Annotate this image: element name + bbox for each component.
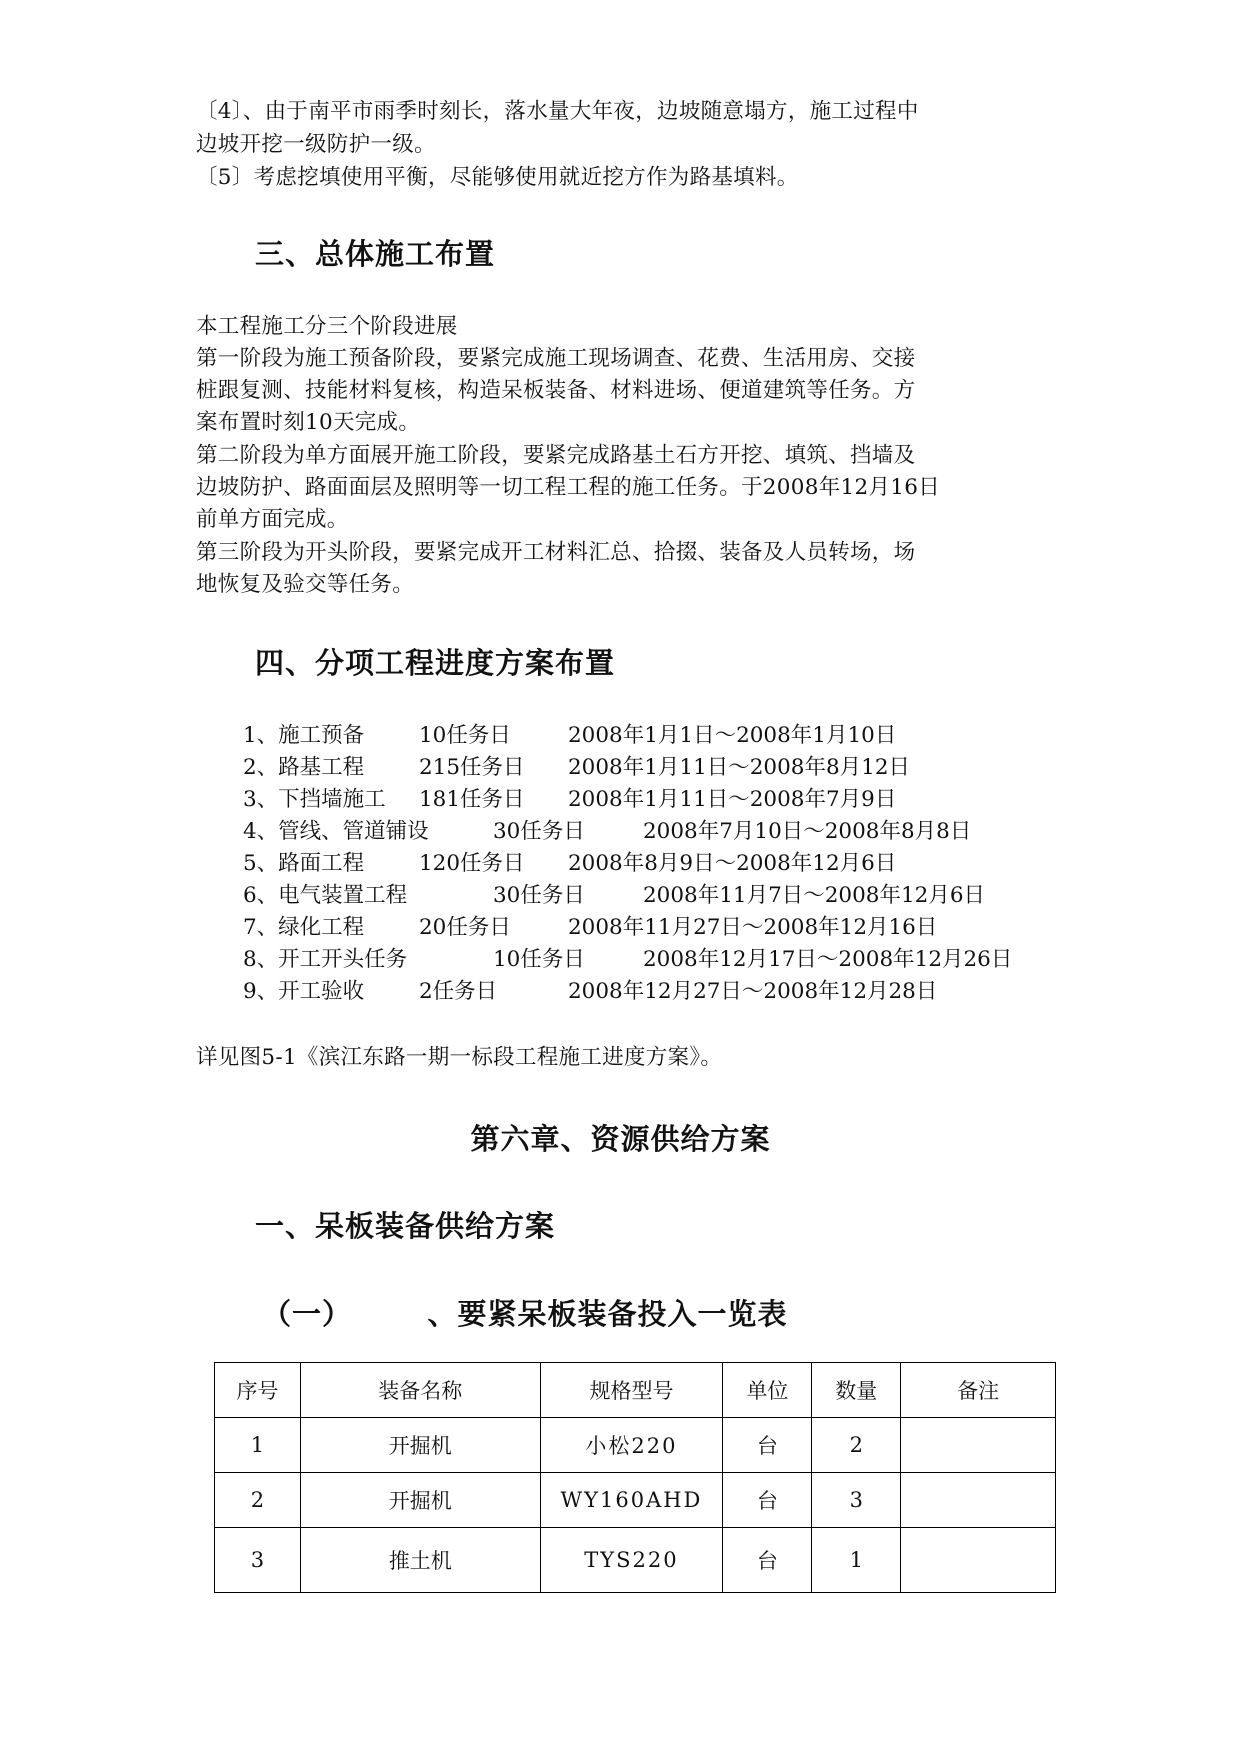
table-cell: 2 xyxy=(812,1418,901,1473)
table-row xyxy=(215,1418,1056,1473)
header-cell: 备注 xyxy=(901,1363,1056,1418)
paragraph-line: 桩跟复测、技能材料复核，构造呆板装备、材料进场、便道建筑等任务。方 xyxy=(196,378,916,403)
schedule-item-name: 4、管线、管道铺设 xyxy=(243,819,429,844)
table-cell: 2 xyxy=(215,1473,301,1528)
schedule-item-name: 6、电气装置工程 xyxy=(243,883,408,908)
paragraph-line: 第三阶段为开头阶段，要紧完成开工材料汇总、拾掇、装备及人员转场，场 xyxy=(196,540,916,565)
schedule-item-duration: 20任务日 xyxy=(419,915,511,940)
schedule-item-range: 2008年12月17日～2008年12月26日 xyxy=(643,947,1013,972)
table-cell: 开掘机 xyxy=(300,1473,540,1528)
schedule-item-name: 9、开工验收 xyxy=(243,979,365,1004)
table-cell: 台 xyxy=(723,1528,812,1593)
schedule-item-name: 2、路基工程 xyxy=(243,755,365,780)
schedule-item-range: 2008年1月11日～2008年8月12日 xyxy=(568,755,911,780)
schedule-item-duration: 215任务日 xyxy=(419,755,525,780)
equipment-table xyxy=(214,1362,1056,1593)
intro-line: 〔5〕考虑挖填使用平衡，尽能够使用就近挖方作为路基填料。 xyxy=(196,165,799,190)
schedule-item-duration: 10任务日 xyxy=(493,947,585,972)
paragraph-line: 边坡防护、路面面层及照明等一切工程工程的施工任务。于2008年12月16日 xyxy=(196,475,941,500)
schedule-item-name: 3、下挡墙施工 xyxy=(243,787,386,812)
schedule-item-duration: 30任务日 xyxy=(493,883,585,908)
paragraph-line: 地恢复及验交等任务。 xyxy=(196,572,415,597)
paragraph-line: 第一阶段为施工预备阶段，要紧完成施工现场调查、花费、生活用房、交接 xyxy=(196,346,916,371)
table-cell: TYS220 xyxy=(540,1528,723,1593)
paragraph-line: 前单方面完成。 xyxy=(196,507,349,532)
table-cell xyxy=(901,1473,1056,1528)
table-cell: 3 xyxy=(215,1528,301,1593)
table-cell: 推土机 xyxy=(300,1528,540,1593)
chapter-title: 第六章、资源供给方案 xyxy=(470,1122,771,1156)
section-heading-3: 三、总体施工布置 xyxy=(255,237,496,271)
header-cell: 数量 xyxy=(812,1363,901,1418)
table-cell: 开掘机 xyxy=(300,1418,540,1473)
schedule-item-range: 2008年7月10日～2008年8月8日 xyxy=(643,819,972,844)
table-cell: WY160AHD xyxy=(540,1473,723,1528)
table-cell: 1 xyxy=(215,1418,301,1473)
schedule-item-range: 2008年1月11日～2008年7月9日 xyxy=(568,787,897,812)
table-cell: 3 xyxy=(812,1473,901,1528)
table-cell: 1 xyxy=(812,1528,901,1593)
header-cell: 规格型号 xyxy=(540,1363,723,1418)
paragraph-line: 案布置时刻10天完成。 xyxy=(196,410,421,435)
schedule-item-duration: 30任务日 xyxy=(493,819,585,844)
schedule-item-range: 2008年8月9日～2008年12月6日 xyxy=(568,851,897,876)
schedule-item-duration: 120任务日 xyxy=(419,851,525,876)
schedule-item-duration: 181任务日 xyxy=(419,787,525,812)
table-cell xyxy=(901,1528,1056,1593)
table-cell: 小松220 xyxy=(540,1418,723,1473)
schedule-item-name: 8、开工开头任务 xyxy=(243,947,408,972)
header-cell: 单位 xyxy=(723,1363,812,1418)
schedule-item-name: 1、施工预备 xyxy=(243,723,365,748)
schedule-item-duration: 2任务日 xyxy=(419,979,498,1004)
schedule-item-range: 2008年1月1日～2008年1月10日 xyxy=(568,723,897,748)
schedule-item-range: 2008年11月27日～2008年12月16日 xyxy=(568,915,938,940)
schedule-item-duration: 10任务日 xyxy=(419,723,511,748)
section-heading-4: 四、分项工程进度方案布置 xyxy=(255,646,616,680)
schedule-item-range: 2008年11月7日～2008年12月6日 xyxy=(643,883,986,908)
intro-line: 边坡开挖一级防护一级。 xyxy=(196,132,436,157)
paragraph-line: 第二阶段为单方面展开施工阶段，要紧完成路基土石方开挖、填筑、挡墙及 xyxy=(196,443,916,468)
table-row xyxy=(215,1473,1056,1528)
schedule-item-name: 7、绿化工程 xyxy=(243,915,365,940)
section-heading-1: 一、呆板装备供给方案 xyxy=(255,1209,556,1243)
table-row xyxy=(215,1528,1056,1593)
figure-reference: 详见图5-1《滨江东路一期一标段工程施工进度方案》。 xyxy=(196,1045,723,1070)
table-header-row xyxy=(215,1363,1056,1418)
header-cell: 装备名称 xyxy=(300,1363,540,1418)
table-cell xyxy=(901,1418,1056,1473)
subsection-heading: （一） 、要紧呆板装备投入一览表 xyxy=(262,1297,788,1331)
intro-line: 〔4〕、由于南平市雨季时刻长，落水量大年夜，边坡随意塌方，施工过程中 xyxy=(196,99,919,124)
table-cell: 台 xyxy=(723,1418,812,1473)
table-cell: 台 xyxy=(723,1473,812,1528)
schedule-item-range: 2008年12月27日～2008年12月28日 xyxy=(568,979,938,1004)
paragraph-line: 本工程施工分三个阶段进展 xyxy=(196,314,458,339)
header-cell: 序号 xyxy=(215,1363,301,1418)
schedule-item-name: 5、路面工程 xyxy=(243,851,365,876)
